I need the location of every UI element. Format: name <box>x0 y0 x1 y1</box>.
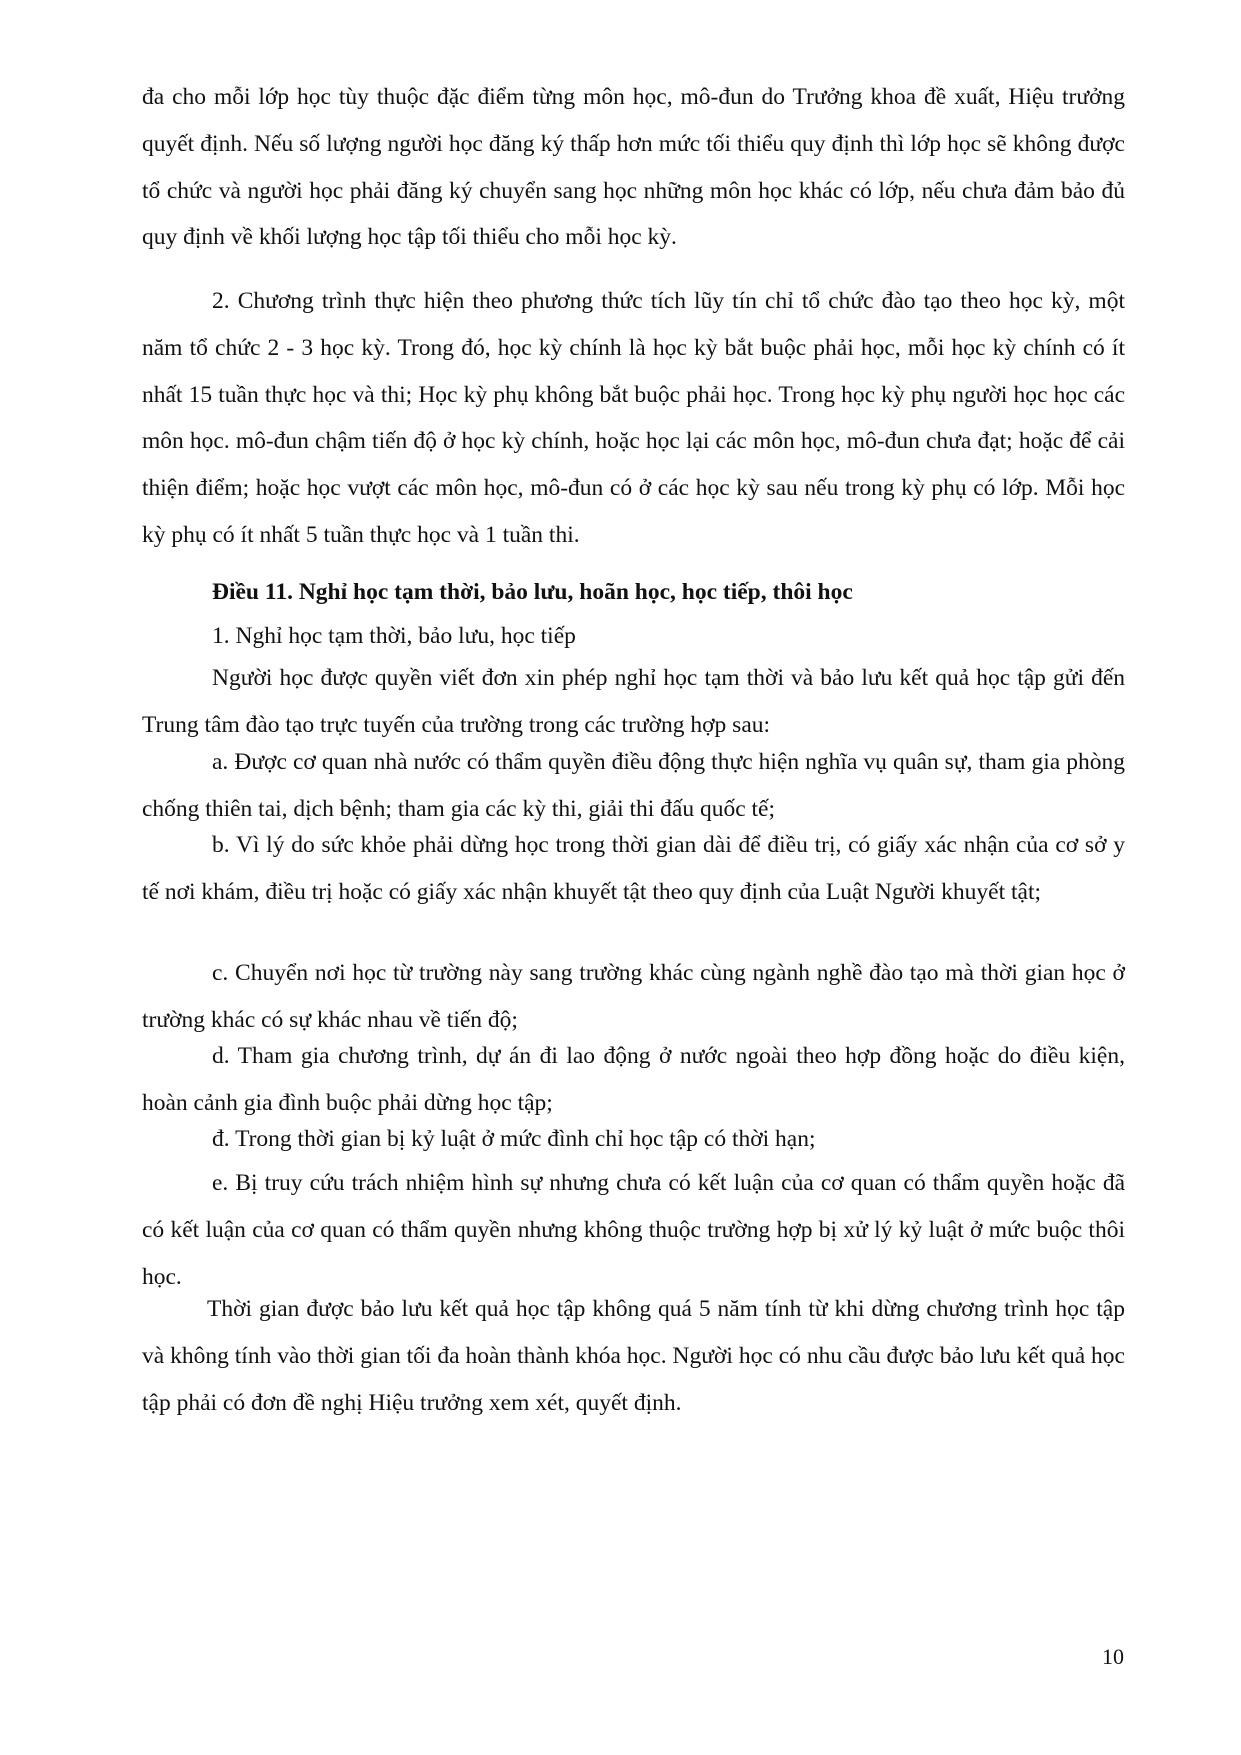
list-item-e: e. Bị truy cứu trách nhiệm hình sự nhưng chưa có kết luận của cơ quan có thẩm quyền hoặc đã có kết luận của cơ quan có thẩm quyền nhưng không thuộc trường hợp bị xử lý kỷ luật ở mức buộc thôi học. <box>142 1170 1125 1290</box>
list-item-c: c. Chuyển nơi học từ trường này sang trường khác cùng ngành nghề đào tạo mà thời gian học ở trường khác có sự khác nhau về tiến độ; <box>142 960 1125 1033</box>
paragraph-subheading-1: 1. Nghỉ học tạm thời, bảo lưu, học tiếp <box>212 623 576 649</box>
list-item-a: a. Được cơ quan nhà nước có thẩm quyền điều động thực hiện nghĩa vụ quân sự, tham gia phòng chống thiên tai, dịch bệnh; tham gia các kỳ thi, giải thi đấu quốc tế; <box>142 749 1125 822</box>
paragraph-intro: Người học được quyền viết đơn xin phép nghỉ học tạm thời và bảo lưu kết quả học tập gửi đến Trung tâm đào tạo trực tuyến của trường trong các trường hợp sau: <box>142 665 1125 738</box>
paragraph-clause-2: 2. Chương trình thực hiện theo phương thức tích lũy tín chỉ tổ chức đào tạo theo học kỳ, một năm tổ chức 2 - 3 học kỳ. Trong đó, học kỳ chính là học kỳ bắt buộc phải học, mỗi học kỳ chính có ít nhất 15 tuần thực học và thi; Học kỳ phụ không bắt buộc phải học. Trong học kỳ phụ người học học các môn học. mô-đun chậm tiến độ ở học kỳ chính, hoặc học lại các môn học, mô-đun chưa đạt; hoặc để cải thiện điểm; hoặc học vượt các môn học, mô-đun có ở các học kỳ sau nếu trong kỳ phụ có lớp. Mỗi học kỳ phụ có ít nhất 5 tuần thực học và 1 tuần thi. <box>142 288 1125 548</box>
article-11-heading: Điều 11. Nghỉ học tạm thời, bảo lưu, hoãn học, học tiếp, thôi học <box>212 579 853 605</box>
list-item-d: d. Tham gia chương trình, dự án đi lao động ở nước ngoài theo hợp đồng hoặc do điều kiện, hoàn cảnh gia đình buộc phải dừng học tập; <box>142 1043 1125 1116</box>
list-item-dd: đ. Trong thời gian bị kỷ luật ở mức đình chỉ học tập có thời hạn; <box>212 1126 816 1152</box>
page-number: 10 <box>1102 1644 1124 1669</box>
paragraph-reservation-period: Thời gian được bảo lưu kết quả học tập không quá 5 năm tính từ khi dừng chương trình học tập và không tính vào thời gian tối đa hoàn thành khóa học. Người học có nhu cầu được bảo lưu kết quả học tập phải có đơn đề nghị Hiệu trưởng xem xét, quyết định. <box>142 1296 1125 1416</box>
paragraph-continuation: đa cho mỗi lớp học tùy thuộc đặc điểm từng môn học, mô-đun do Trưởng khoa đề xuất, Hiệu trưởng quyết định. Nếu số lượng người học đăng ký thấp hơn mức tối thiểu quy định thì lớp học sẽ không được tổ chức và người học phải đăng ký chuyển sang học những môn học khác có lớp, nếu chưa đảm bảo đủ quy định về khối lượng học tập tối thiểu cho mỗi học kỳ. <box>142 84 1125 251</box>
list-item-b: b. Vì lý do sức khỏe phải dừng học trong thời gian dài để điều trị, có giấy xác nhận của cơ sở y tế nơi khám, điều trị hoặc có giấy xác nhận khuyết tật theo quy định của Luật Người khuyết tật; <box>142 832 1125 905</box>
